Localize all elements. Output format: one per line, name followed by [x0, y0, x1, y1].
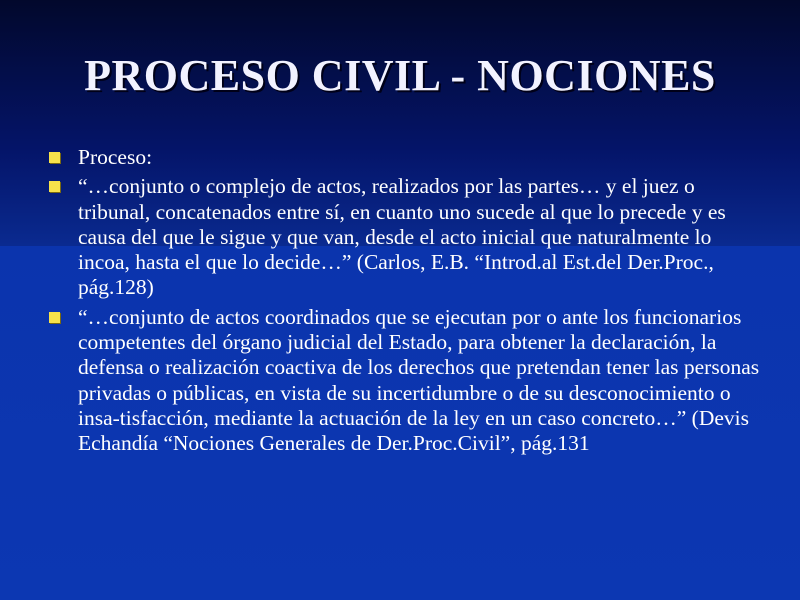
slide-title: PROCESO CIVIL - NOCIONES — [84, 51, 716, 100]
bullet-item — [48, 145, 760, 170]
square-bullet-icon — [49, 312, 60, 323]
bullet-text: Proceso: — [78, 145, 153, 169]
bullet-item — [48, 174, 760, 300]
square-bullet-icon — [49, 181, 60, 192]
bullet-text: “…conjunto de actos coordinados que se ejecutan por o ante los funcionarios competentes del órgano judicial del Estado, para obtener la declaración, la defensa o realización coactiva de los derechos que pretendan tener las personas privadas o públicas, en vista de su incertidumbre o de su desconocimiento o insa-tisfacción, mediante la actuación de la ley en un caso concreto…” (Devis Echandía “Nociones Generales de Der.Proc.Civil”, pág.131 — [78, 304, 760, 456]
bullet-item — [48, 305, 760, 457]
bullet-list — [48, 145, 760, 461]
square-bullet-icon — [49, 152, 60, 163]
bullet-text: “…conjunto o complejo de actos, realizados por las partes… y el juez o tribunal, concatenados entre sí, en cuanto uno sucede al que lo precede y es causa del que le sigue y que van, desde el acto inicial que naturalmente lo incoa, hasta el que lo decide…” (Carlos, E.B. “Introd.al Est.del Der.Proc., pág.128) — [78, 174, 726, 300]
